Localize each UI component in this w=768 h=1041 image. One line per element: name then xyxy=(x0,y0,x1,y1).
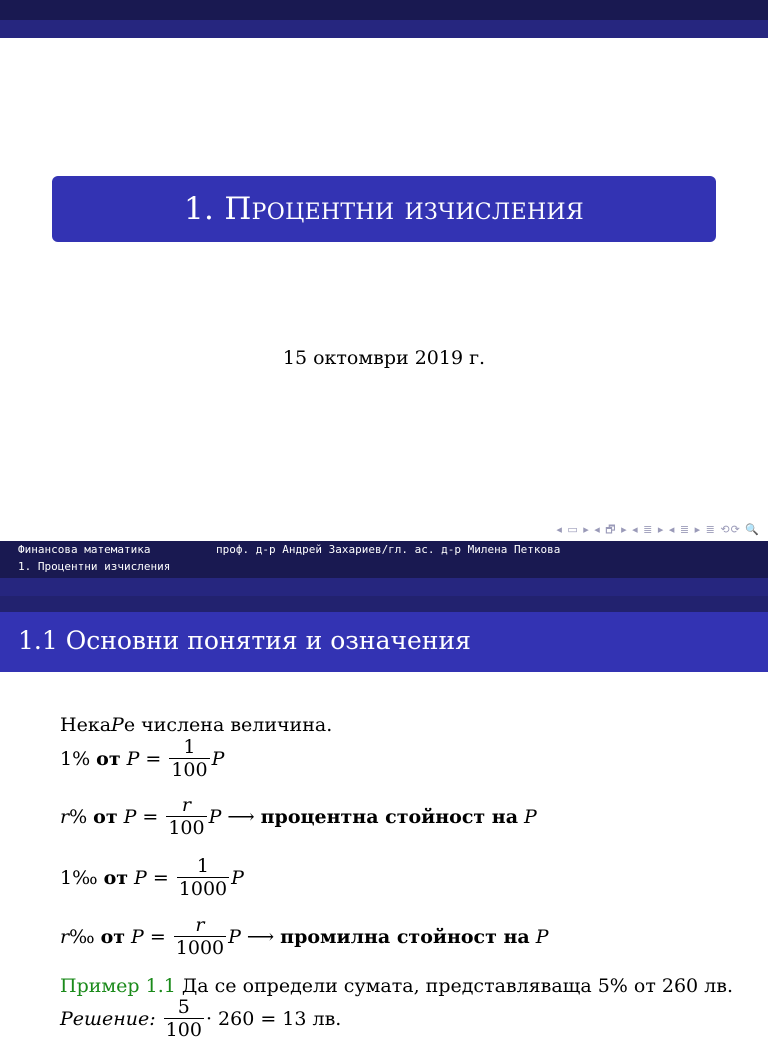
top-header-stripe xyxy=(0,20,768,38)
slide-date: 15 октомври 2019 г. xyxy=(282,347,486,369)
beamer-navigation[interactable]: ◂ ▭ ▸ ◂ 🗗 ▸ ◂ ≣ ▸ ◂ ≣ ▸ ≣ ⟲⟳ 🔍 xyxy=(556,523,760,536)
intro-line: Нека P е числена величина. xyxy=(60,714,333,736)
formula-r-percent: r % от P = $\frac{r}{100}$ P ⟶ процентна стойност на P xyxy=(60,794,537,839)
slide-title-box xyxy=(52,176,716,242)
footer-authors: проф. д-р Андрей Захариев/гл. ас. д-р Милена Петкова xyxy=(216,543,561,556)
slide-title: 1. Процентни изчисления xyxy=(183,191,584,227)
example-line xyxy=(60,975,733,997)
solution-line: Решение: $\frac{5}{100}$ · 260 = 13 лв. xyxy=(60,996,342,1041)
solution-label: Решение: xyxy=(60,1007,156,1030)
slide2-header-stripe xyxy=(0,578,768,596)
formula-1-percent: 1% от P = $\frac{1}{100}$ P xyxy=(60,736,225,781)
top-header-band xyxy=(0,0,768,20)
example-text: Да се определи сумата, представляваща 5% от 260 лв. xyxy=(181,975,733,997)
slide2-header-gap xyxy=(0,596,768,612)
formula-1-permille: 1‰ от P = $\frac{1}{1000}$ P xyxy=(60,855,244,900)
footer-section: 1. Процентни изчисления xyxy=(18,560,171,573)
footer-course: Финансова математика xyxy=(18,543,151,556)
section-title: 1.1 Основни понятия и означения xyxy=(18,626,471,655)
example-label: Пример 1.1 xyxy=(60,975,176,997)
formula-r-permille: r ‰ от P = $\frac{r}{1000}$ P ⟶ промилна стойност на P xyxy=(60,914,549,959)
